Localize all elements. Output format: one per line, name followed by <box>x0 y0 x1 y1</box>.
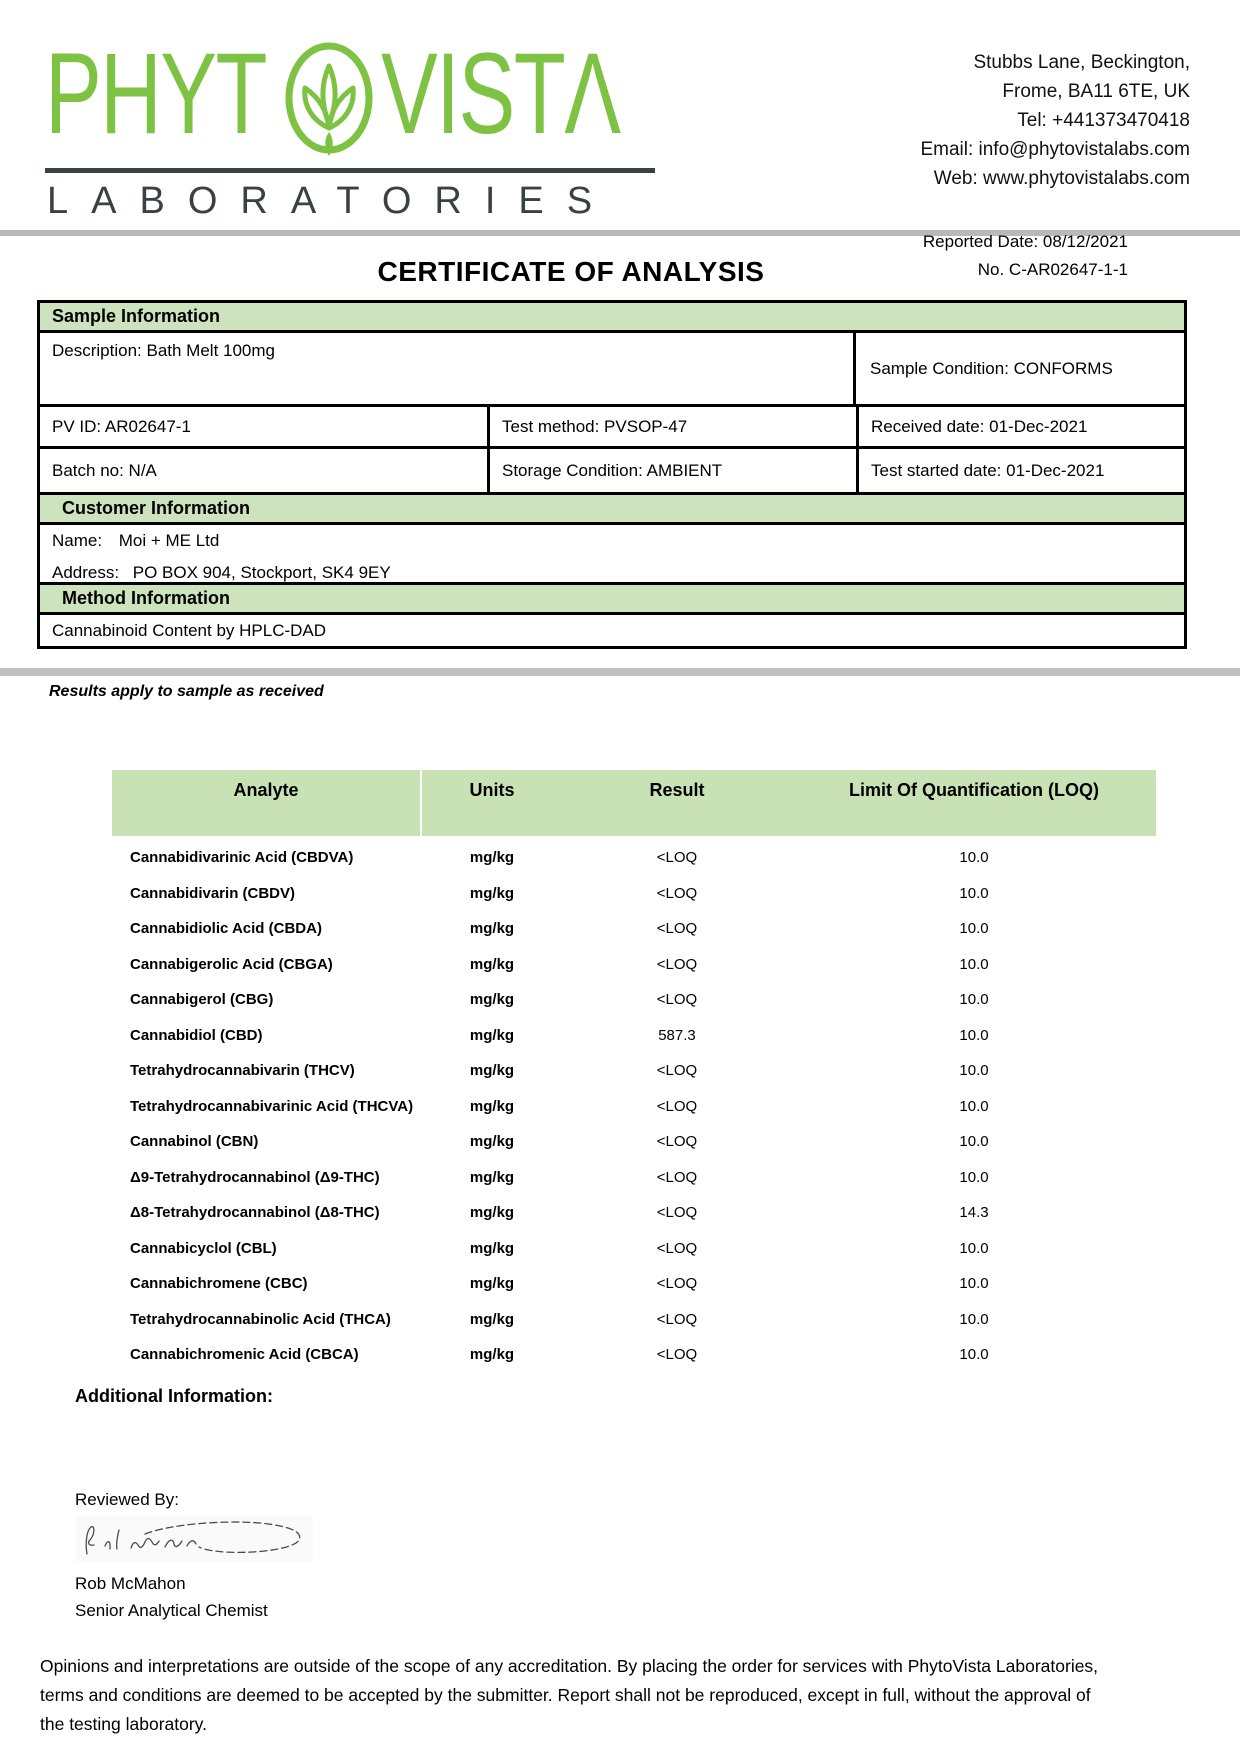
disclaimer-line2: terms and conditions are deemed to be accepted by the submitter. Report shall not be reproduced, except in full, without the approval of <box>40 1685 1091 1705</box>
table-row <box>112 1266 1156 1302</box>
result-value: 587.3 <box>658 1026 696 1044</box>
loq-value: 10.0 <box>959 1346 989 1364</box>
results-note: Results apply to sample as received <box>49 683 324 700</box>
result-value: <LOQ <box>656 1346 698 1364</box>
customer-name-value: Moi + ME Ltd <box>118 531 220 550</box>
loq-value: 10.0 <box>959 991 989 1009</box>
units-value: mg/kg <box>469 1239 515 1257</box>
analyte-name: Cannabichromenic Acid (CBCA) <box>130 1346 359 1364</box>
reviewed-block <box>75 1490 313 1624</box>
logo-underline <box>45 168 655 173</box>
units-value: mg/kg <box>469 849 515 867</box>
contact-email: Email: info@phytovistalabs.com <box>920 139 1190 160</box>
contact-address-line2: Frome, BA11 6TE, UK <box>1002 81 1190 102</box>
disclaimer-line3: the testing laboratory. <box>40 1714 207 1734</box>
reviewer-name: Rob McMahon <box>75 1574 186 1593</box>
analyte-name: Cannabidivarinic Acid (CBDVA) <box>130 849 354 867</box>
table-row <box>112 876 1156 912</box>
loq-value: 10.0 <box>959 955 989 973</box>
result-value: <LOQ <box>656 1310 698 1328</box>
units-value: mg/kg <box>469 955 515 973</box>
reported-date: Reported Date: 08/12/2021 <box>922 232 1128 251</box>
sample-description-row <box>40 330 1184 404</box>
customer-name-label: Name: <box>52 531 103 550</box>
customer-name-line <box>52 531 1184 551</box>
units-value: mg/kg <box>469 991 515 1009</box>
result-value: <LOQ <box>656 849 698 867</box>
units-value: mg/kg <box>469 920 515 938</box>
result-value: <LOQ <box>656 920 698 938</box>
result-value: <LOQ <box>656 955 698 973</box>
analyte-name: Cannabicyclol (CBL) <box>130 1239 277 1257</box>
units-value: mg/kg <box>469 1346 515 1364</box>
loq-value: 10.0 <box>959 1239 989 1257</box>
loq-value: 10.0 <box>959 1097 989 1115</box>
method-description: Cannabinoid Content by HPLC-DAD <box>40 612 1184 646</box>
header-analyte: Analyte <box>112 770 422 836</box>
loq-value: 10.0 <box>959 884 989 902</box>
loq-value: 10.0 <box>959 920 989 938</box>
method-information-title: Method Information <box>62 588 230 608</box>
units-value: mg/kg <box>469 1097 515 1115</box>
analyte-name: Tetrahydrocannabivarinic Acid (THCVA) <box>130 1097 414 1115</box>
customer-details <box>40 522 1184 582</box>
method-information-header <box>40 582 1184 612</box>
result-value: <LOQ <box>656 1133 698 1151</box>
test-started-date: Test started date: 01-Dec-2021 <box>871 460 1105 480</box>
units-value: mg/kg <box>469 1133 515 1151</box>
table-row <box>112 1160 1156 1196</box>
phytovista-logo <box>45 30 660 222</box>
header-result: Result <box>649 780 705 800</box>
disclaimer-text <box>40 1652 1210 1739</box>
analyte-name: Δ9-Tetrahydrocannabinol (Δ9-THC) <box>130 1168 380 1186</box>
analyte-name: Cannabigerolic Acid (CBGA) <box>130 955 333 973</box>
table-row <box>112 1302 1156 1338</box>
received-date: Received date: 01-Dec-2021 <box>871 416 1088 436</box>
loq-value: 10.0 <box>959 1310 989 1328</box>
customer-address-label: Address: <box>52 563 120 582</box>
result-value: <LOQ <box>656 991 698 1009</box>
header-loq: Limit Of Quantification (LOQ) <box>849 780 1099 800</box>
loq-value: 10.0 <box>959 1062 989 1080</box>
analyte-name: Tetrahydrocannabivarin (THCV) <box>130 1062 355 1080</box>
units-value: mg/kg <box>469 1204 515 1222</box>
result-value: <LOQ <box>656 1062 698 1080</box>
loq-value: 10.0 <box>959 1133 989 1151</box>
analyte-name: Cannabidiol (CBD) <box>130 1026 263 1044</box>
table-row <box>112 1053 1156 1089</box>
table-row <box>112 840 1156 876</box>
reviewed-by-label: Reviewed By: <box>75 1490 179 1509</box>
table-row <box>112 911 1156 947</box>
table-row <box>112 1337 1156 1373</box>
results-table-header <box>112 770 1156 836</box>
logo-text-phyt: PHYT <box>45 30 267 158</box>
information-section <box>37 300 1187 649</box>
result-value: <LOQ <box>656 1239 698 1257</box>
analyte-name: Tetrahydrocannabinolic Acid (THCA) <box>130 1310 391 1328</box>
analyte-name: Cannabidiolic Acid (CBDA) <box>130 920 322 938</box>
analyte-name: Cannabinol (CBN) <box>130 1133 259 1151</box>
customer-information-header <box>40 492 1184 522</box>
results-table <box>112 770 1156 1373</box>
logo-wordmark <box>45 30 660 160</box>
sample-information-title: Sample Information <box>52 306 221 326</box>
loq-value: 14.3 <box>959 1204 989 1222</box>
result-value: <LOQ <box>656 1097 698 1115</box>
table-row <box>112 1089 1156 1125</box>
result-value: <LOQ <box>656 1168 698 1186</box>
analyte-name: Cannabidivarin (CBDV) <box>130 884 296 902</box>
table-row <box>112 982 1156 1018</box>
signature-image <box>75 1516 313 1562</box>
units-value: mg/kg <box>469 1275 515 1293</box>
sample-condition: Sample Condition: CONFORMS <box>870 358 1113 378</box>
table-row <box>112 1124 1156 1160</box>
leaf-icon <box>282 42 376 158</box>
units-value: mg/kg <box>469 1168 515 1186</box>
loq-value: 10.0 <box>959 1168 989 1186</box>
loq-value: 10.0 <box>959 849 989 867</box>
table-row <box>112 1231 1156 1267</box>
contact-phone: Tel: +441373470418 <box>1017 110 1190 131</box>
customer-address-value: PO BOX 904, Stockport, SK4 9EY <box>132 563 391 582</box>
loq-value: 10.0 <box>959 1275 989 1293</box>
customer-address-line <box>52 563 1184 583</box>
logo-text-vista: VISTΛ <box>381 30 620 158</box>
sample-information-header <box>40 303 1184 330</box>
results-table-body <box>112 836 1156 1373</box>
units-value: mg/kg <box>469 884 515 902</box>
table-row <box>112 1195 1156 1231</box>
result-value: <LOQ <box>656 1275 698 1293</box>
document-title: CERTIFICATE OF ANALYSIS <box>377 256 765 287</box>
result-value: <LOQ <box>656 1204 698 1222</box>
reviewer-role: Senior Analytical Chemist <box>75 1601 268 1620</box>
logo-subtitle: LABORATORIES <box>47 180 616 222</box>
table-row <box>112 1018 1156 1054</box>
units-value: mg/kg <box>469 1310 515 1328</box>
loq-value: 10.0 <box>959 1026 989 1044</box>
customer-information-title: Customer Information <box>62 498 251 518</box>
table-row <box>112 947 1156 983</box>
sample-description: Description: Bath Melt 100mg <box>40 333 856 404</box>
sample-ids-row <box>40 404 1184 446</box>
additional-information-label: Additional Information: <box>75 1386 273 1406</box>
header-units: Units <box>469 780 515 800</box>
certificate-number: No. C-AR02647-1-1 <box>977 260 1128 279</box>
contact-web: Web: www.phytovistalabs.com <box>933 168 1190 189</box>
batch-no: Batch no: N/A <box>40 449 490 492</box>
analyte-name: Δ8-Tetrahydrocannabinol (Δ8-THC) <box>130 1204 380 1222</box>
disclaimer-line1: Opinions and interpretations are outside of the scope of any accreditation. By placing the order for services with PhytoVista Laboratories, <box>40 1656 1099 1676</box>
section-divider-rule <box>0 668 1240 676</box>
test-method: Test method: PVSOP-47 <box>490 407 859 446</box>
storage-condition: Storage Condition: AMBIENT <box>490 449 859 492</box>
units-value: mg/kg <box>469 1062 515 1080</box>
contact-address-line1: Stubbs Lane, Beckington, <box>973 52 1190 73</box>
sample-batch-row <box>40 446 1184 492</box>
pv-id: PV ID: AR02647-1 <box>40 407 490 446</box>
signature-area <box>75 1516 313 1562</box>
analyte-name: Cannabichromene (CBC) <box>130 1275 308 1293</box>
lab-contact-info <box>920 48 1190 193</box>
result-value: <LOQ <box>656 884 698 902</box>
analyte-name: Cannabigerol (CBG) <box>130 991 274 1009</box>
units-value: mg/kg <box>469 1026 515 1044</box>
